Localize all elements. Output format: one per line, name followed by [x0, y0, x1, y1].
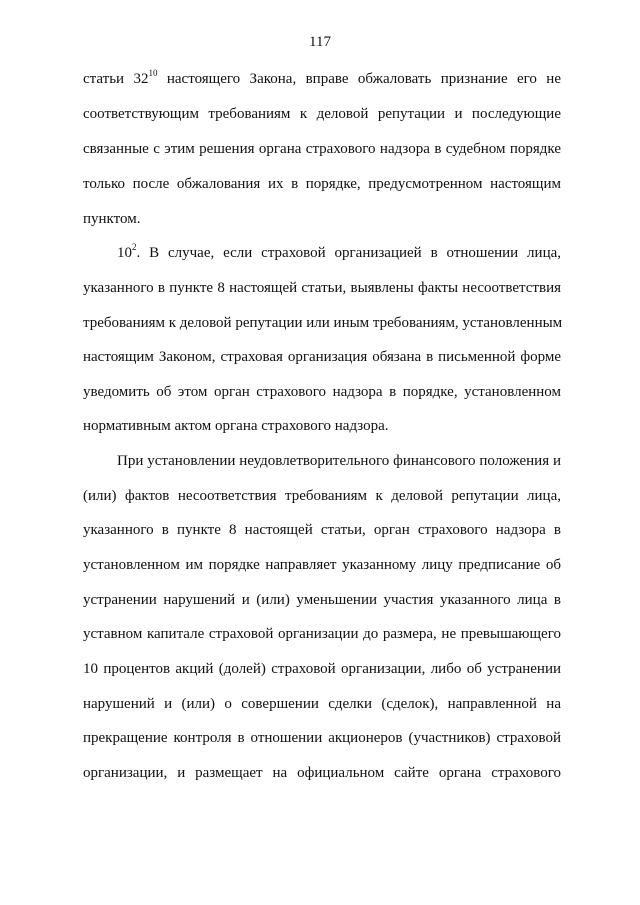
text-line: прекращение контроля в отношении акционеров (участников) страховой [83, 730, 561, 746]
text-line: нарушений и (или) о совершении сделки (сделок), направленной на [83, 696, 561, 712]
text-line: только после обжалования их в порядке, предусмотренном настоящим [83, 176, 561, 192]
text-line: установленном им порядке направляет указанному лицу предписание об [83, 557, 561, 573]
text-line: 10 процентов акций (долей) страховой организации, либо об устранении [83, 661, 561, 677]
text-line [83, 70, 561, 88]
text-fragment: . В случае, если страховой организацией в отношении лица, [136, 245, 561, 261]
superscript: 2 [132, 242, 137, 252]
text-line: уведомить об этом орган страхового надзора в порядке, установленном [83, 384, 561, 400]
text-line: нормативным актом органа страхового надзора. [83, 418, 389, 434]
page-number: 117 [309, 34, 331, 50]
text-line: указанного в пункте 8 настоящей статьи, выявлены факты несоответствия [83, 280, 561, 296]
text-line: организации, и размещает на официальном сайте органа страхового [83, 765, 561, 781]
text-fragment: настоящего Закона, вправе обжаловать признание его не [157, 71, 561, 87]
clause-heading-line [117, 244, 561, 262]
text-fragment: статьи 32 [83, 71, 149, 87]
text-line: связанные с этим решения органа страхового надзора в судебном порядке [83, 141, 561, 157]
text-line: При установлении неудовлетворительного финансового положения и [117, 453, 561, 469]
superscript: 10 [148, 68, 158, 78]
text-line: указанного в пункте 8 настоящей статьи, орган страхового надзора в [83, 522, 561, 538]
clause-number: 10 [117, 245, 132, 261]
text-line: (или) фактов несоответствия требованиям к деловой репутации лица, [83, 488, 561, 504]
text-line: требованиям к деловой репутации или иным требованиям, установленным [83, 315, 563, 331]
text-line: соответствующим требованиям к деловой репутации и последующие [83, 106, 561, 122]
text-line: настоящим Законом, страховая организация обязана в письменной форме [83, 349, 561, 365]
text-line: устранении нарушений и (или) уменьшении участия указанного лица в [83, 592, 561, 608]
text-line: уставном капитале страховой организации до размера, не превышающего [83, 626, 561, 642]
text-line: пунктом. [83, 211, 141, 227]
